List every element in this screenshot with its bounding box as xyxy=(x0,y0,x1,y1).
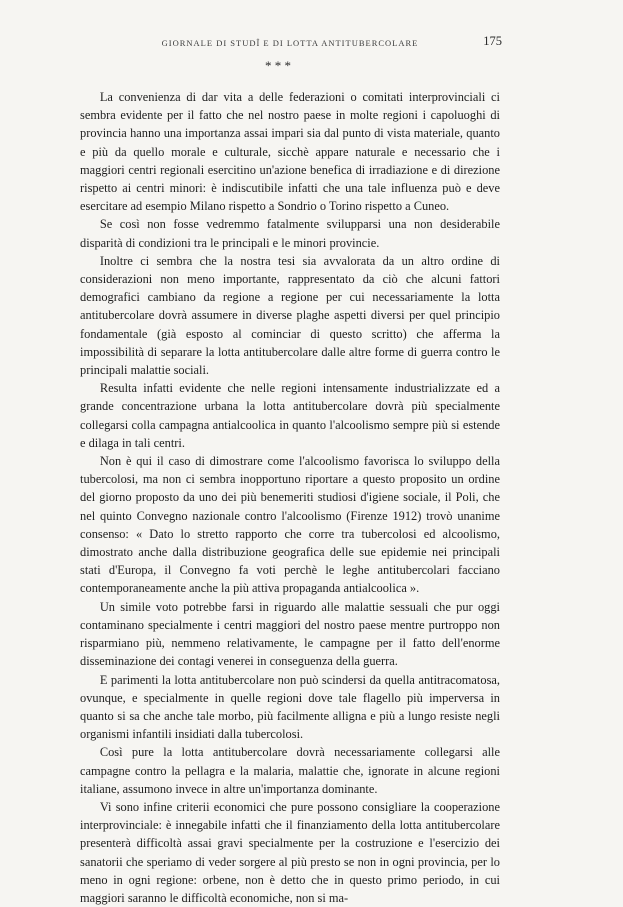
section-asterism: * * * xyxy=(265,58,291,73)
paragraph: Se così non fosse vedremmo fatalmente svilupparsi una non desiderabile disparità di condizioni tra le principali e le minori provincie. xyxy=(80,217,500,250)
paragraph: Inoltre ci sembra che la nostra tesi sia avvalorata da un altro ordine di considerazioni non meno importante, rappresentato da ciò che alcuni fattori demografici cambiano da regione a regione per cui necessariamente la lotta antitubercolare dovrà assumere in diverse plaghe aspetti diversi per quel principio fondamentale (già esposto al cominciar di questo scritto) che afferma la impossibilità di separare la lotta antitubercolare dalle altre forme di guerra contro le principali malattie sociali. xyxy=(80,253,500,378)
paragraph: E parimenti la lotta antitubercolare non può scindersi da quella antitracomatosa, ovunque, e specialmente in quelle regioni dove tale flagello più imperversa in quanto si sa che anche tale morbo, più facilmente alligna e più a lungo resiste negli organismi infantili insidiati dalla tubercolosi. xyxy=(80,672,500,742)
paragraph: Vi sono infine criterii economici che pure possono consigliare la cooperazione interprovinciale: è innegabile infatti che il finanziamento della lotta antitubercolare presenterà difficoltà assai gravi specialmente per la costruzione e l'esercizio dei sanatorii che speriamo di veder sorgere al più presto se non in ogni provincia, per lo meno in ogni regione: orbene, non è detto che in questo primo periodo, in cui maggiori saranno le difficoltà economiche, non si ma- xyxy=(80,799,500,905)
paragraph: Così pure la lotta antitubercolare dovrà necessariamente collegarsi alle campagne contro la pellagra e la malaria, malattie che, ignorate in alcune regioni italiane, assumono invece in altre un'importanza dominante. xyxy=(80,745,500,796)
paragraph: Non è qui il caso di dimostrare come l'alcoolismo favorisca lo sviluppo della tubercolosi, ma non ci sembra inopportuno riportare a questo proposito un ordine del giorno proposto da uno dei più benemeriti studiosi d'igiene sociale, il Poli, che nel quinto Convegno nazionale contro l'alcoolismo (Firenze 1912) trovò unanime consenso: « Dato lo stretto rapporto che corre tra tubercolosi ed alcoolismo, dimostrato anche dalla distribuzione geografica delle sue epidemie nei principali stati d'Europa, il Convegno fa voti perchè le leghe antitubercolari facciano contemporaneamente anche la più attiva propaganda antialcoolica ». xyxy=(80,454,500,596)
page-number: 175 xyxy=(483,34,502,48)
paragraph: Resulta infatti evidente che nelle regioni intensamente industrializzate ed a grande concentrazione urbana la lotta antitubercolare dovrà più specialmente collegarsi colla campagna antialcoolica in quanto l'alcoolismo sempre più si estende e dilaga in tali centri. xyxy=(80,381,500,450)
paragraph: Un simile voto potrebbe farsi in riguardo alle malattie sessuali che pur oggi contaminano specialmente i centri maggiori del nostro paese mentre purtroppo non risparmiano più, nemmeno relativamente, le campagne per il fatto dell'enorme disseminazione dei contagi venerei in conseguenza della guerra. xyxy=(80,599,500,669)
body-text xyxy=(80,88,500,907)
running-header: GIORNALE DI STUDÎ E DI LOTTA ANTITUBERCOLARE xyxy=(161,38,419,48)
paragraph: La convenienza di dar vita a delle federazioni o comitati interprovinciali ci sembra evidente per il fatto che nel nostro paese in molte regioni i capoluoghi di provincia hanno una importanza assai impari sia dal punto di vista materiale, quanto e più da quello morale e culturale, sicchè appare naturale e necessario che i maggiori centri regionali esercitino un'azione benefica di irradiazione e di direzione rispetto ai centri minori: è indiscutibile infatti che una tale influenza può e deve esercitare ad esempio Milano rispetto a Sondrio o Torino rispetto a Cuneo. xyxy=(80,90,500,214)
